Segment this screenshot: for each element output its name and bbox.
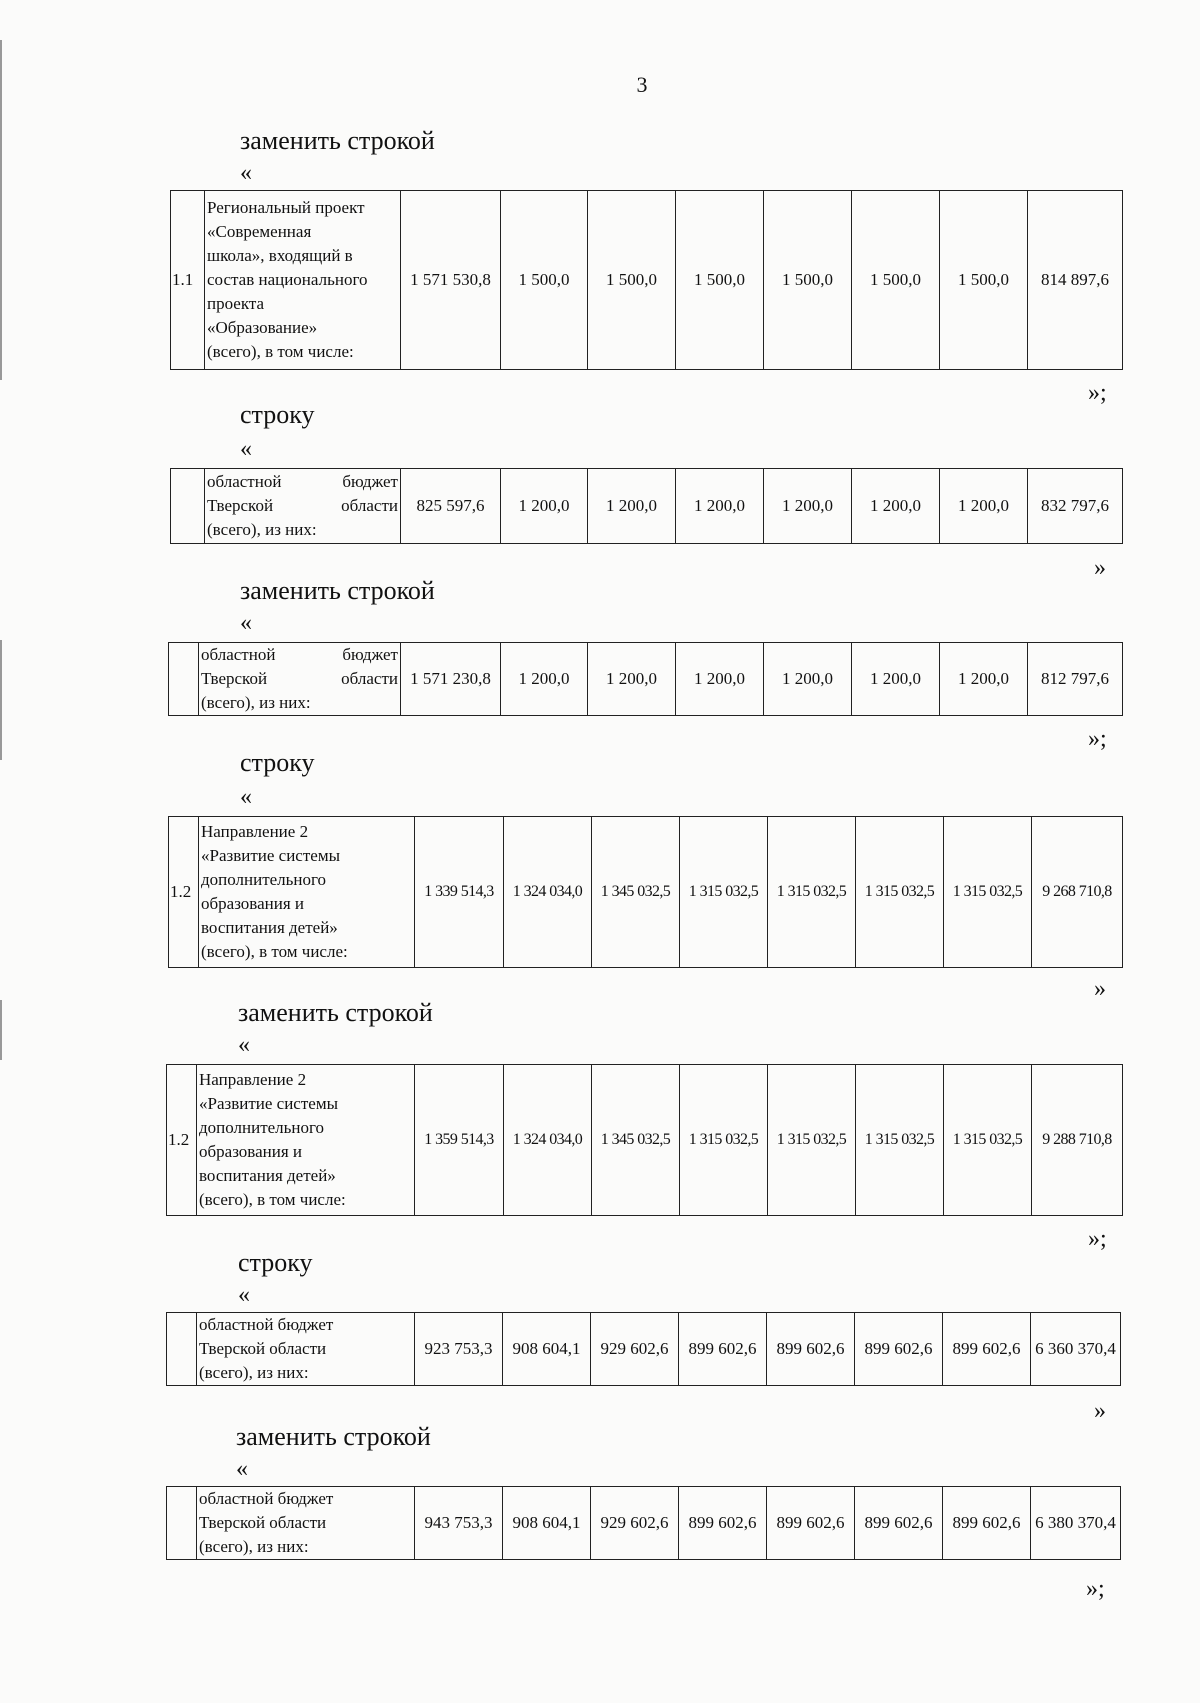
row-name-line: дополнительного [201, 870, 327, 889]
scan-edge-mark [0, 640, 2, 760]
row-name-line: (всего), из них: [199, 1537, 309, 1556]
open-quote: « [238, 1032, 250, 1058]
row-name-line: Тверской области [199, 1513, 327, 1532]
row-name-word: Тверской [207, 496, 274, 515]
value-cell: 899 602,6 [855, 1313, 943, 1386]
value-cell: 1 315 032,5 [768, 1065, 856, 1216]
row-name-line: «Развитие системы [199, 1094, 339, 1113]
row-name-word: области [341, 496, 398, 515]
budget-table-row [166, 1064, 1123, 1216]
row-name-line: Направление 2 [199, 1070, 307, 1089]
block-heading: строку [240, 400, 315, 429]
row-name-line: (всего), в том числе: [201, 942, 348, 961]
value-cell: 899 602,6 [679, 1487, 767, 1560]
row-name-line: областной бюджет [199, 1489, 334, 1508]
row-name-line [207, 494, 398, 518]
value-cell: 1 359 514,3 [415, 1065, 504, 1216]
row-name [197, 1313, 415, 1386]
value-cell: 929 602,6 [591, 1313, 679, 1386]
row-name-word: Тверской [201, 669, 268, 688]
value-cell: 1 200,0 [588, 469, 676, 544]
value-cell: 1 500,0 [764, 191, 852, 370]
budget-table-row [170, 190, 1123, 370]
close-quote: » [1094, 976, 1106, 1002]
value-cell: 812 797,6 [1028, 643, 1123, 716]
value-cell: 1 500,0 [676, 191, 764, 370]
row-name-line: дополнительного [199, 1118, 325, 1137]
row-name-line: (всего), в том числе: [199, 1190, 346, 1209]
row-name-line: (всего), из них: [199, 1363, 309, 1382]
value-cell: 1 200,0 [764, 643, 852, 716]
row-name-line: Тверской области [199, 1339, 327, 1358]
value-cell: 1 200,0 [940, 643, 1028, 716]
value-cell: 1 324 034,0 [504, 1065, 592, 1216]
value-cell: 1 339 514,3 [415, 817, 504, 968]
value-cell: 9 288 710,8 [1032, 1065, 1123, 1216]
block-heading: заменить строкой [240, 126, 435, 155]
value-cell: 899 602,6 [679, 1313, 767, 1386]
open-quote: « [236, 1456, 248, 1482]
block-heading: заменить строкой [238, 998, 433, 1027]
row-name-word: областной [201, 645, 276, 664]
value-cell: 1 200,0 [852, 643, 940, 716]
block-heading: строку [238, 1248, 313, 1277]
value-cell: 825 597,6 [401, 469, 501, 544]
row-name [199, 643, 401, 716]
row-name-word: бюджет [342, 645, 398, 664]
close-quote: »; [1088, 1226, 1107, 1252]
row-name-line: школа», входящий в [207, 246, 353, 265]
row-number [169, 643, 199, 716]
value-cell: 1 200,0 [940, 469, 1028, 544]
row-name-line: (всего), из них: [207, 520, 317, 539]
row-name-line [201, 667, 398, 691]
row-number: 1.1 [171, 191, 205, 370]
row-name-line: областной бюджет [199, 1315, 334, 1334]
value-cell: 1 200,0 [501, 643, 588, 716]
row-number: 1.2 [167, 1065, 197, 1216]
row-name-line: воспитания детей» [201, 918, 338, 937]
value-cell: 1 200,0 [676, 469, 764, 544]
value-cell: 1 315 032,5 [944, 817, 1032, 968]
open-quote: « [238, 1282, 250, 1308]
close-quote: » [1094, 555, 1106, 581]
row-number [167, 1313, 197, 1386]
value-cell: 908 604,1 [503, 1313, 591, 1386]
budget-table-row [168, 642, 1123, 716]
block-heading: строку [240, 748, 315, 777]
value-cell: 6 360 370,4 [1031, 1313, 1121, 1386]
row-number: 1.2 [169, 817, 199, 968]
close-quote: »; [1088, 726, 1107, 752]
open-quote: « [240, 436, 252, 462]
value-cell: 1 315 032,5 [856, 1065, 944, 1216]
scan-edge-mark [0, 1000, 2, 1060]
value-cell: 923 753,3 [415, 1313, 503, 1386]
value-cell: 1 345 032,5 [592, 1065, 680, 1216]
open-quote: « [240, 160, 252, 186]
budget-table-row [170, 468, 1123, 544]
value-cell: 1 200,0 [852, 469, 940, 544]
row-name-line: «Образование» [207, 318, 318, 337]
value-cell: 1 345 032,5 [592, 817, 680, 968]
row-name-line: (всего), в том числе: [207, 342, 354, 361]
row-name [205, 191, 401, 370]
row-name-line: образования и [199, 1142, 303, 1161]
budget-table-row [168, 816, 1123, 968]
value-cell: 6 380 370,4 [1031, 1487, 1121, 1560]
value-cell: 1 200,0 [764, 469, 852, 544]
value-cell: 1 200,0 [501, 469, 588, 544]
value-cell: 1 200,0 [676, 643, 764, 716]
open-quote: « [240, 784, 252, 810]
value-cell: 1 200,0 [588, 643, 676, 716]
value-cell: 1 315 032,5 [856, 817, 944, 968]
value-cell: 814 897,6 [1028, 191, 1123, 370]
page-number: 3 [636, 72, 648, 97]
value-cell: 899 602,6 [943, 1487, 1031, 1560]
row-name-line: (всего), из них: [201, 693, 311, 712]
row-name-line: образования и [201, 894, 305, 913]
block-heading: заменить строкой [236, 1422, 431, 1451]
value-cell: 1 571 230,8 [401, 643, 501, 716]
row-name-line: «Современная [207, 222, 312, 241]
value-cell: 1 500,0 [852, 191, 940, 370]
value-cell: 1 500,0 [501, 191, 588, 370]
row-name-line: проекта [207, 294, 265, 313]
value-cell: 908 604,1 [503, 1487, 591, 1560]
value-cell: 943 753,3 [415, 1487, 503, 1560]
value-cell: 899 602,6 [943, 1313, 1031, 1386]
value-cell: 832 797,6 [1028, 469, 1123, 544]
value-cell: 899 602,6 [855, 1487, 943, 1560]
row-number [171, 469, 205, 544]
open-quote: « [240, 610, 252, 636]
row-name-line: воспитания детей» [199, 1166, 336, 1185]
value-cell: 1 571 530,8 [401, 191, 501, 370]
row-name-line [207, 470, 398, 494]
row-name [199, 817, 415, 968]
row-name-word: областной [207, 472, 282, 491]
value-cell: 1 315 032,5 [944, 1065, 1032, 1216]
row-name [205, 469, 401, 544]
row-name-line [201, 643, 398, 667]
value-cell: 929 602,6 [591, 1487, 679, 1560]
row-name-line: «Развитие системы [201, 846, 341, 865]
value-cell: 9 268 710,8 [1032, 817, 1123, 968]
value-cell: 1 315 032,5 [768, 817, 856, 968]
row-name-line: состав национального [207, 270, 368, 289]
close-quote: » [1094, 1398, 1106, 1424]
row-name [197, 1065, 415, 1216]
row-name [197, 1487, 415, 1560]
value-cell: 1 500,0 [588, 191, 676, 370]
row-name-line: Направление 2 [201, 822, 309, 841]
value-cell: 899 602,6 [767, 1313, 855, 1386]
budget-table-row [166, 1312, 1121, 1386]
block-heading: заменить строкой [240, 576, 435, 605]
row-name-word: области [341, 669, 398, 688]
value-cell: 1 324 034,0 [504, 817, 592, 968]
value-cell: 1 315 032,5 [680, 1065, 768, 1216]
budget-table-row [166, 1486, 1121, 1560]
row-name-line: Региональный проект [207, 198, 365, 217]
value-cell: 899 602,6 [767, 1487, 855, 1560]
row-name-word: бюджет [342, 472, 398, 491]
close-quote: »; [1088, 380, 1107, 406]
close-quote: »; [1086, 1576, 1105, 1602]
value-cell: 1 315 032,5 [680, 817, 768, 968]
row-number [167, 1487, 197, 1560]
value-cell: 1 500,0 [940, 191, 1028, 370]
